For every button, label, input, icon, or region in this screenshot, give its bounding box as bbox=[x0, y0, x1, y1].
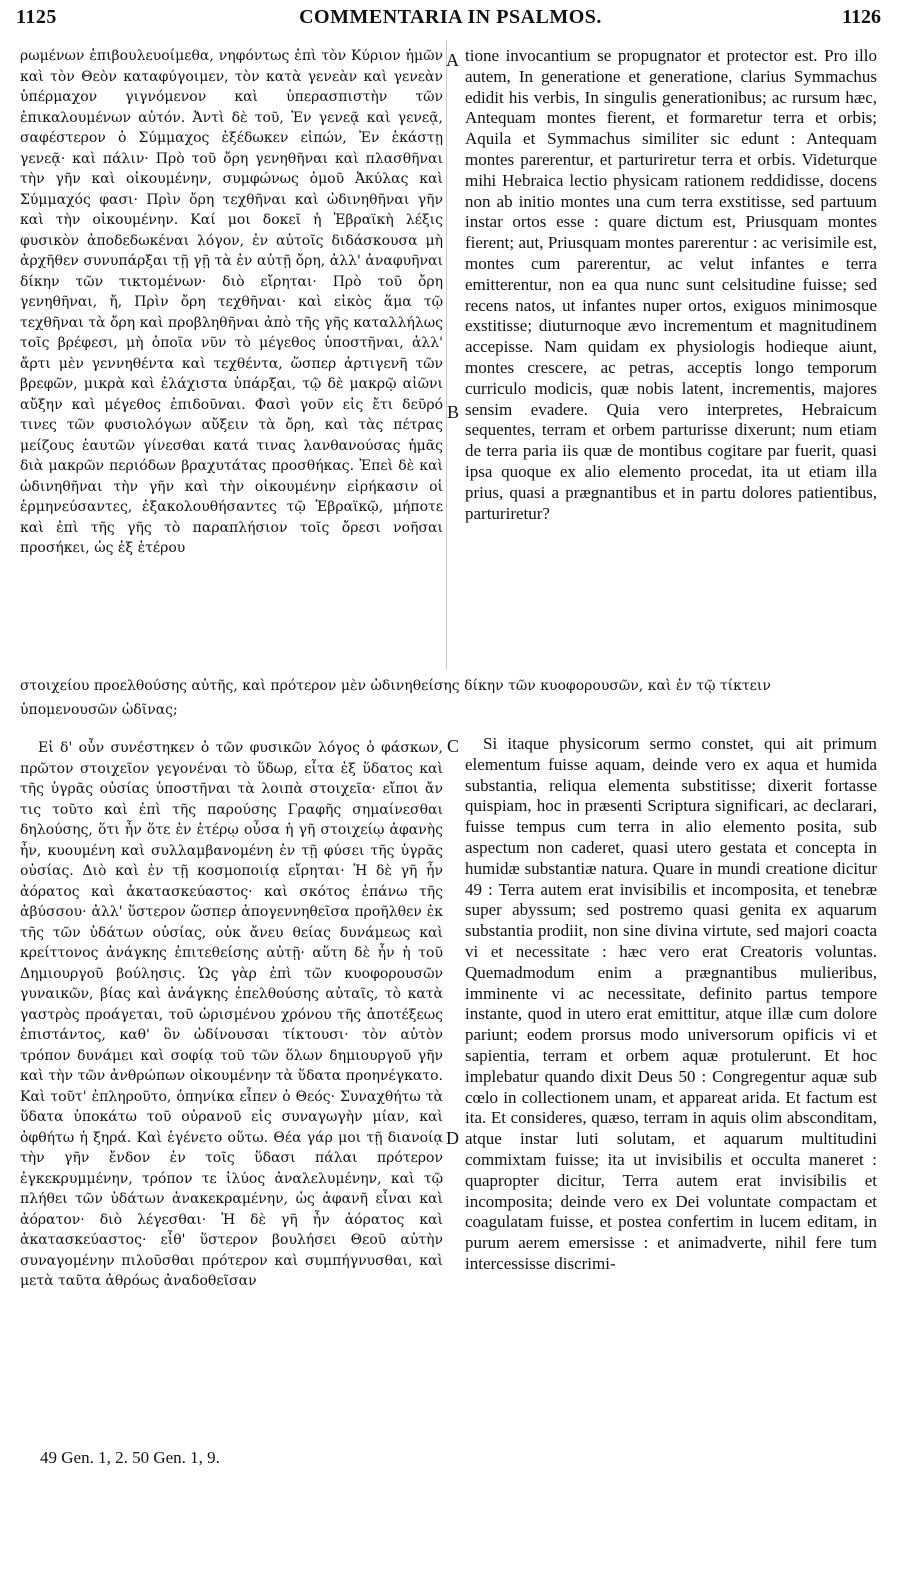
latin-column-top bbox=[465, 46, 877, 676]
margin-letter-b: B bbox=[447, 402, 460, 422]
greek-column-bottom bbox=[20, 738, 443, 1428]
greek-column-top bbox=[20, 46, 443, 660]
page-header bbox=[0, 0, 901, 30]
greek-paragraph-2 bbox=[20, 738, 443, 1292]
greek-paragraph-1: ρωμένων ἐπιβουλευοίμεθα, νηφόντως ἐπὶ τὸν Κύριον ἡμῶν καὶ τὸν Θεὸν καταφύγοιμεν, τὸν κατὰ γενεὰν καὶ γενεὰν ὑπέρμαχον γιγνόμενον καὶ ὑπερασπιστὴν τῶν ἐπικαλουμένων αὐτόν. Ἀντὶ δὲ τοῦ, Ἐν γενεᾷ καὶ γενεᾷ, σαφέστερον ὁ Σύμμαχος ἐξέδωκεν εἰπών, Ἐν ἑκάστῃ γενεᾷ· καὶ πάλιν· Πρὸ τοῦ ὄρη γενηθῆναι καὶ πλασθῆναι τὴν γῆν καὶ οἰκουμένην, συμφώνως ὁμοῦ Ἀκύλας καὶ Σύμμαχός φασι· Πρὶν ὄρη τεχθῆναι καὶ ὠδινηθῆναι γῆν καὶ τὴν οἰκουμένην. Καί μοι δοκεῖ ἡ Ἑβραϊκὴ λέξις φυσικὸν ἀποδεδωκέναι λόγον, ἐν αὐτοῖς διδάσκουσα μὴ ἀρχῆθεν συνυπάρξαι τῇ γῇ τὰ ἐν αὐτῇ ὄρη, ἀλλ' ἀναφυῆναι δίκην τῶν τικτομένων· διὸ εἴρηται· Πρὸ τοῦ ὄρη γενηθῆναι, ἤ, Πρὶν ὄρη τεχθῆναι· καὶ εἰκὸς ἅμα τῷ τεχθῆναι τὰ ὄρη καὶ προβληθῆναι ἀπὸ τῆς γῆς καταλλήλως τοῖς βρέφεσι, μὴ ὁποῖα νῦν τὸ μέγεθος ὑποστῆναι, ἀλλ' ἄρτι μὲν γεννηθέντα καὶ τεχθέντα, ὥσπερ ἀρτιγενῆ τῶν βρεφῶν, μικρὰ καὶ ἐλάχιστα ὑπάρξαι, τῷ δὲ μακρῷ αἰῶνι αὔξην καὶ μέγεθος ἐπιδοῦναι. Φασὶ γοῦν εἰς ἔτι δεῦρό τινες τῶν φυσιολόγων αὔξειν τὰ ὄρη, καὶ τὰς πέτρας μείζους ἑαυτῶν γίνεσθαι κατά τινας λανθανούσας ἡμᾶς διὰ μακρῶν περιόδων βραχυτάτας προσθήκας. Ἐπεὶ δὲ καὶ ὠδινηθῆναι τὴν γῆν καὶ τὴν οἰκουμένην εἰρήκασιν οἱ ἑρμηνεύσαντες, ἐξακολουθήσαντες τῷ Ἑβραϊκῷ, μήποτε καὶ ἐπὶ τῆς γῆς τὸ παραπλήσιον τοῖς ὄρεσι νοῆσαι προσήκει, ὡς ἐξ ἑτέρου bbox=[20, 48, 443, 556]
margin-letter-a: A bbox=[446, 50, 459, 70]
latin-paragraph-2-text: Si itaque physicorum sermo constet, qui ait primum elementum fuisse aquam, deinde vero ex aqua et humida substantia, reliqua elementa substitisse; dixerit fortasse quispiam, hoc in præsenti Scriptura significari, ac declarari, fuisse tempus cum terra in alio elemento posita, sub aspectum non caderet, quasi utero gestata et concepta in humidæ substantiæ natura. Quare in mundi creatione dicitur 49 : Terra autem erat invisibilis et incomposita, et tenebræ super abyssum; sed postremo quasi genita ex aquarum substantia prodiit, non sine divina virtute, sed majori coacta vi et necessitate : hæc vero erat Creatoris voluntas. Quemadmodum enim a prægnantibus mulieribus, imminente vi ac necessitate, definito partus tempore instante, quod in utero erat emittitur, atque illæ cum dolore pariunt; eodem prorsus modo universorum opificis vi et sapientia, terram et orbem aquæ protulerunt. Et hoc implebatur quando dixit Deus 50 : Congregentur aquæ sub cœlo in collectionem unam, et appareat arida. Et factum est ita. Et consideres, quæso, terram in aquis olim absconditam, atque instar luti solutam, et aquarum multitudini commixtam fuisse; ita ut invisibilis et occulta maneret : quapropter dicitur, Terra autem erat invisibilis et incomposita; deinde vero ex Dei voluntate compactam et coagulatam fuisse, et postea confertim in lucem editam, in purum aerem emersisse : et animadverte, nihil fere tum intercessisse discrimi- bbox=[465, 734, 877, 1273]
greek-spanning-end: ὑπομενουσῶν ὠδῖνας; bbox=[20, 702, 178, 718]
page-number-right: 1126 bbox=[842, 6, 881, 28]
latin-column-bottom bbox=[465, 734, 877, 1434]
greek-paragraph-2-text: Εἰ δ' οὖν συνέστηκεν ὁ τῶν φυσικῶν λόγος ὁ φάσκων, πρῶτον στοιχεῖον γεγονέναι τὸ ὕδωρ, εἶτα ἐξ ὕδατος καὶ τῆς ὑγρᾶς οὐσίας ὑποστῆναι τὰ λοιπὰ στοιχεῖα· εἴποι ἄν τις τοῦτο καὶ ἐπὶ τῆς παρούσης Γραφῆς σημαίνεσθαι δηλούσης, ὅτι ἦν ὅτε ἐν ἑτέρῳ οὖσα ἡ γῆ στοιχείῳ ἀφανὴς ἦν, κυουμένη καὶ συλλαμβανομένη ἐν τῇ φύσει τῆς ὑγρᾶς οὐσίας. Διὸ καὶ ἐν τῇ κοσμοποιίᾳ εἴρηται· Ἡ δὲ γῆ ἦν ἀόρατος καὶ ἀκατασκεύαστος· καὶ σκότος ἐπάνω τῆς ἀβύσσου· ἀλλ' ὕστερον ὥσπερ ἀπογεννηθεῖσα προῆλθεν ἐκ τῆς τῶν ὑδάτων οὐσίας, οὐκ ἄνευ θείας δυνάμεως καὶ κρείττονος ἀνάγκης ἐπιτεθείσης αὐτῇ· αὕτη δὲ ἦν ἡ τοῦ Δημιουργοῦ βούλησις. Ὡς γὰρ ἐπὶ τῶν κυοφορουσῶν γυναικῶν, βίας καὶ ἀνάγκης ἐπελθούσης αὐταῖς, τὸ κατὰ γαστρὸς προάγεται, τοῦ ὡρισμένου χρόνου τῆς ἀποτέξεως ἐπιστάντος, καθ' ὃν ὠδίνουσαι τίκτουσι· τὸν αὐτὸν τρόπον δυνάμει καὶ σοφίᾳ τοῦ τῶν ὅλων δημιουργοῦ γῆν καὶ τὴν τῶν ἀνθρώπων οἰκουμένην τὰ ὕδατα προηνέγκατο. Καὶ τοῦτ' ἐπληροῦτο, ὁπηνίκα εἶπεν ὁ Θεός· Συναχθήτω τὰ ὕδατα ὑποκάτω τοῦ οὐρανοῦ εἰς συναγωγὴν μίαν, καὶ ὀφθήτω ἡ ξηρά. Καὶ ἐγένετο οὕτω. Θέα γάρ μοι τῇ διανοίᾳ τὴν γῆν ἔνδον ἐν τοῖς ὕδασι πάλαι πρότερον ἐγκεκρυμμένην, τρόπον τε ἰλύος ἀναλελυμένην, καὶ τῷ πλήθει τῶν ὑδάτων ἀνακεκραμένην, ὡς ἀφανῆ εἶναι καὶ ἀόρατον· διὸ λέγεσθαι· Ἡ δὲ γῆ ἦν ἀόρατος καὶ ἀκατασκεύαστος· εἶθ' ὕστερον βουλήσει Θεοῦ αὐτὴν συναγομένην πιλοῦσθαι πρότερον καὶ συμπήγνυσθαι, καὶ μετὰ ταῦτα ἀθρόως ἀναδοθεῖσαν bbox=[20, 740, 443, 1289]
greek-spanning-line: στοιχείου προελθούσης αὐτῆς, καὶ πρότερον μὲν ὠδινηθείσης δίκην τῶν κυοφορουσῶν, καὶ ἐν τῷ τίκτειν bbox=[20, 678, 771, 694]
page-number-left: 1125 bbox=[16, 6, 57, 28]
latin-paragraph-2 bbox=[465, 734, 877, 1275]
column-divider bbox=[446, 40, 447, 670]
running-title: COMMENTARIA IN PSALMOS. bbox=[299, 6, 602, 28]
footnotes: 49 Gen. 1, 2. 50 Gen. 1, 9. bbox=[40, 1448, 220, 1467]
margin-letter-d: D bbox=[446, 1128, 459, 1148]
latin-paragraph-1: tione invocantium se propugnator et protector est. Pro illo autem, In generatione et generatione, clarius Symmachus edidit his verbis, In singulis generationibus; ac rursum hæc, Antequam montes fierent, et formaretur terra et orbis; Aquila et Symmachus similiter sic edunt : Antequam montes parerentur, et parturiretur terra et orbis. Videturque mihi Hebraica lectio physicam rationem reddidisse, docens non ab initio montes una cum terra exstitisse, sed partuum instar ortos esse : quare dictum est, Priusquam montes fierent; aut, Priusquam montes parerentur : ac verisimile est, montes cum parerentur, ac velut infantes e terra emitterentur, non ea qua nunc sunt celsitudine fuisse; sed recens natos, ut infantes nuper ortos, exiguos minimosque exstitisse; diuturnoque ævo incrementum et magnitudinem accepisse. Nam quidam ex physiologis hodieque aiunt, montes crescere, ac petras, acceptis longo temporum curriculo modicis, quæ nobis latent, incrementis, majores sensim evadere. Quia vero interpretes, Hebraicum sequentes, terram et orbem parturisse dixerunt; num etiam de terra paria iis quæ de montibus cogitare par fuerit, quasi ipsa quoque ex alio elemento procedat, ita ut etiam illa prius, quasi a prægnantibus et in partu dolores patientibus, parturiretur? bbox=[465, 46, 877, 523]
margin-letter-c: C bbox=[447, 736, 460, 756]
